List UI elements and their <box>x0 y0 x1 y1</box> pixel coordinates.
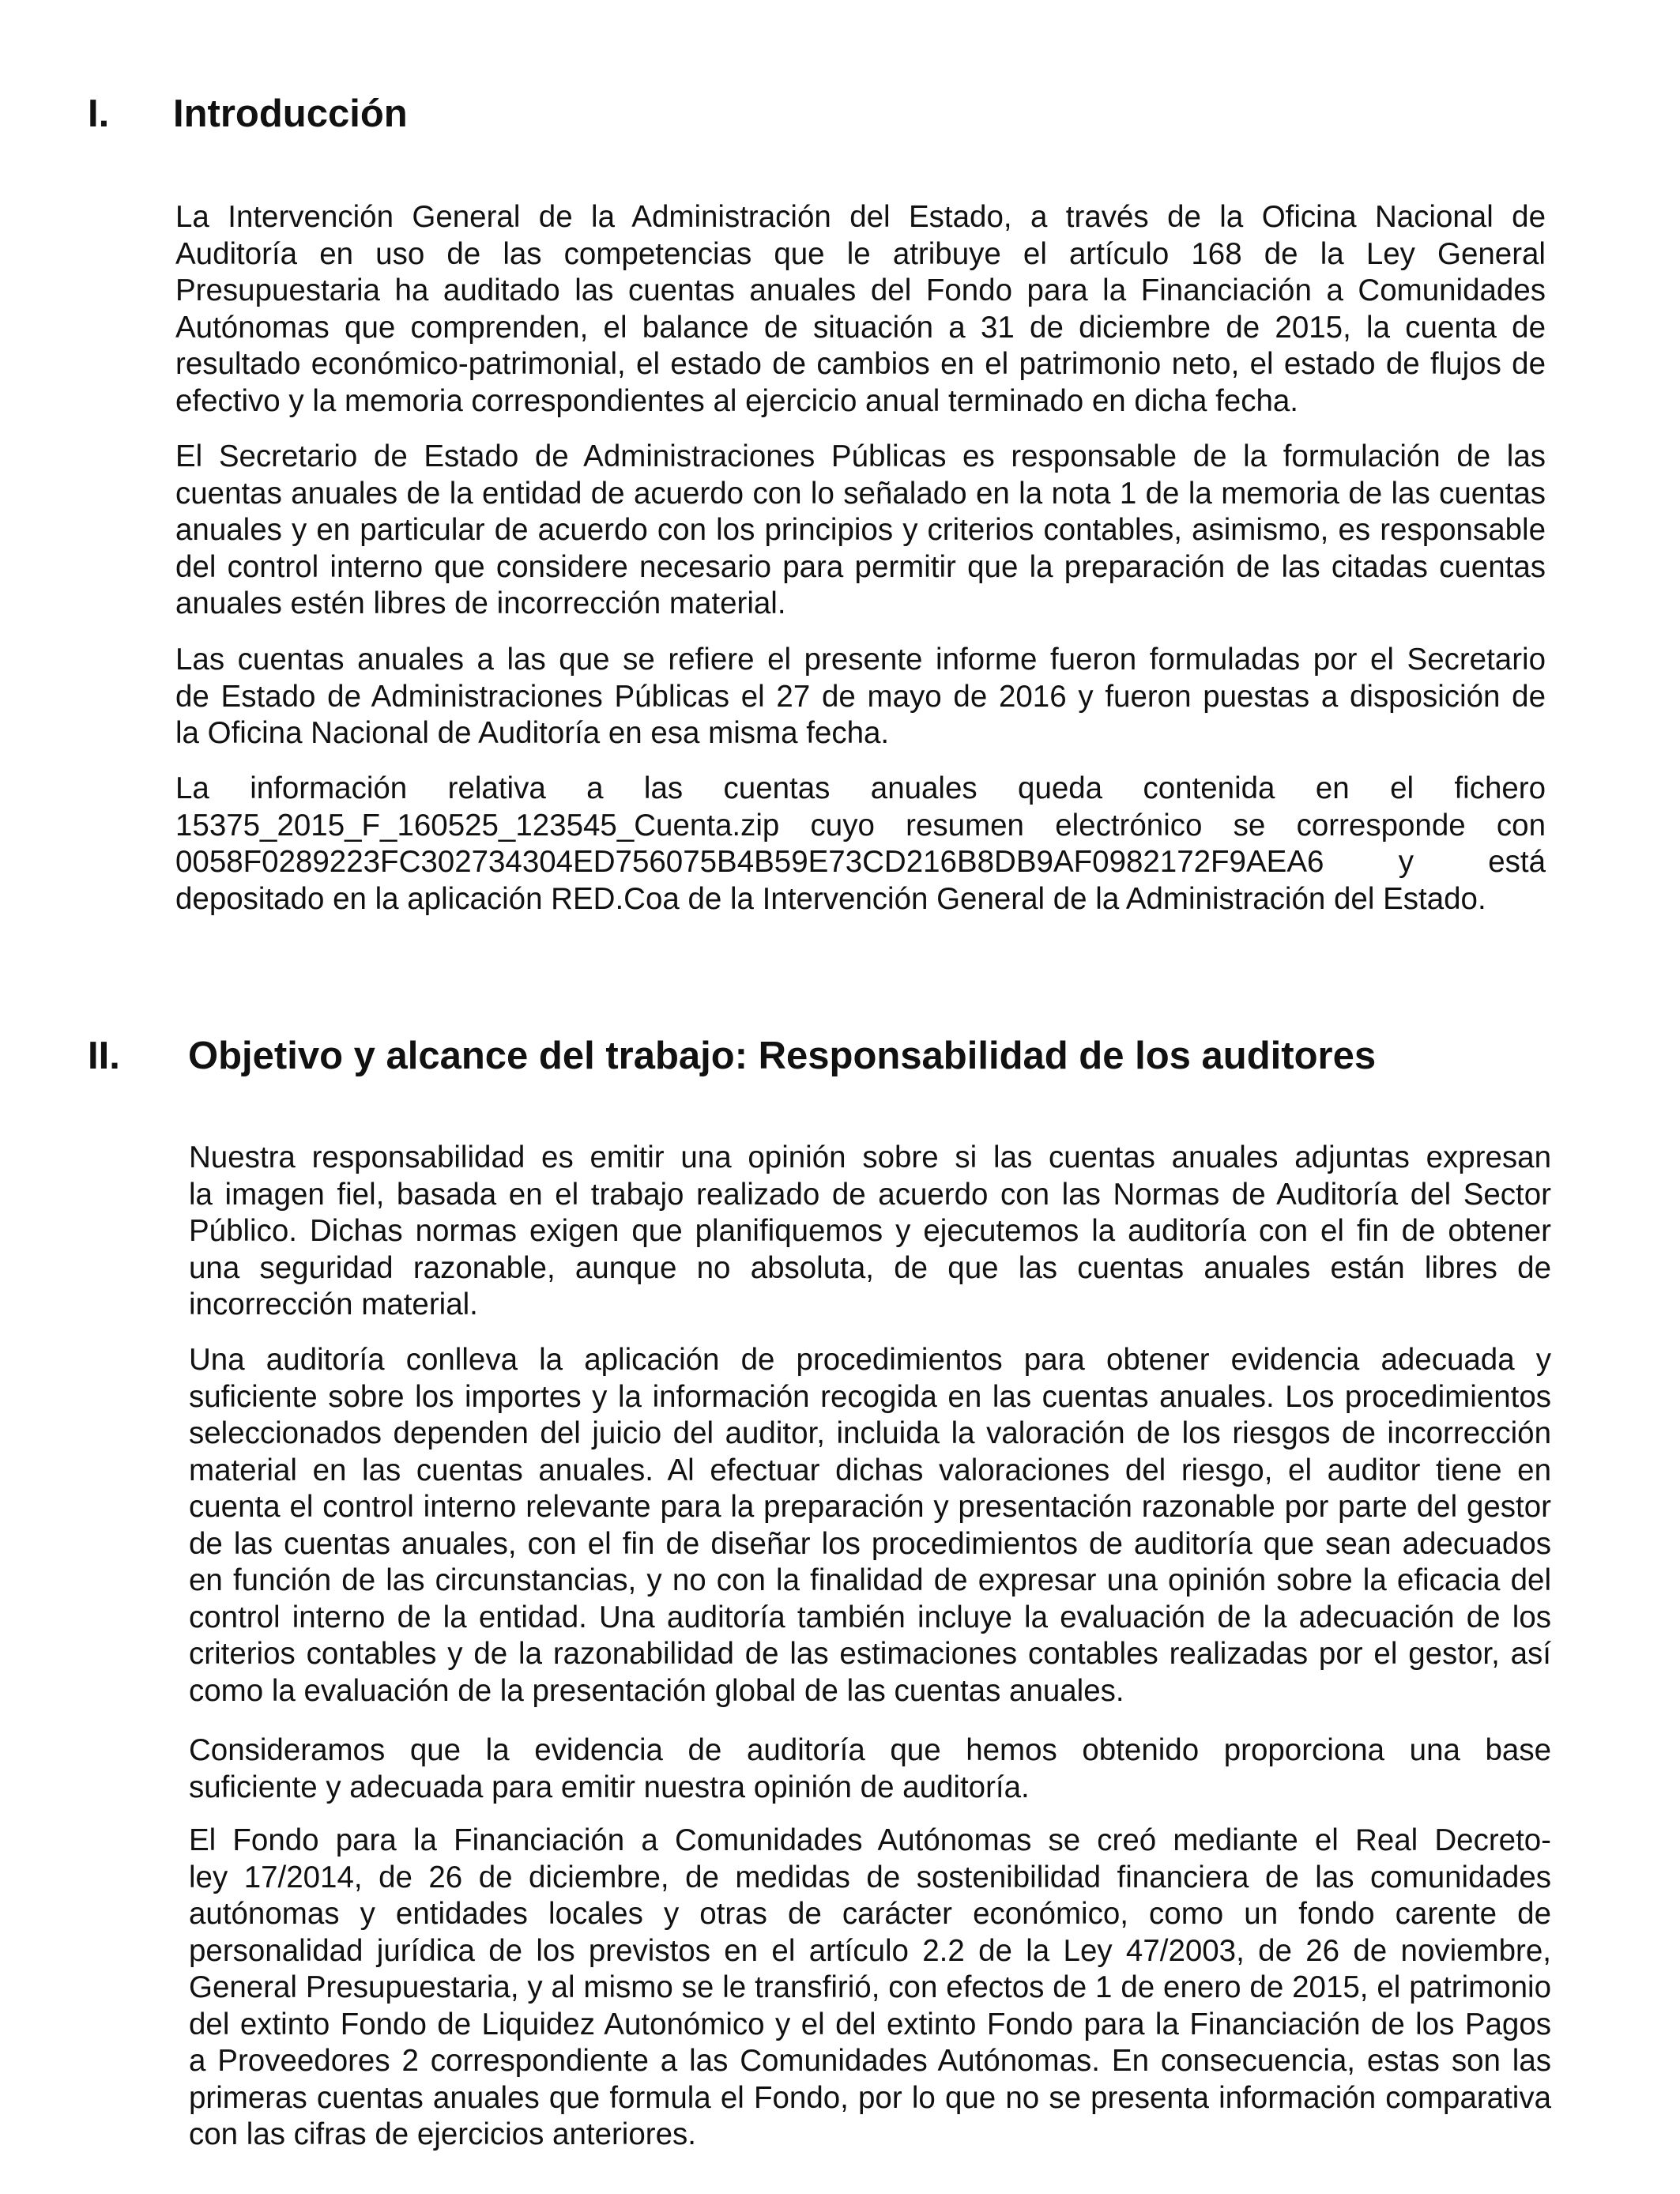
section-2-title: Objetivo y alcance del trabajo: Responsabilidad de los auditores <box>188 1035 1377 1077</box>
section-1-heading <box>88 90 641 138</box>
text-line: cuentas anuales de la entidad de acuerdo con lo señalado en la nota 1 de la memoria de las cuentas <box>175 476 1546 511</box>
section-2-number: II. <box>88 1035 120 1077</box>
section-1-paragraph-2 <box>111 439 1546 623</box>
text-line: autónomas y entidades locales y otras de carácter económico, como un fondo carente de <box>189 1897 1551 1931</box>
text-line: ley 17/2014, de 26 de diciembre, de medidas de sostenibilidad financiera de las comunidades <box>189 1860 1551 1894</box>
text-line: Consideramos que la evidencia de auditoría que hemos obtenido proporciona una base <box>189 1733 1551 1767</box>
text-line: con las cifras de ejercicios anteriores. <box>189 2117 696 2151</box>
text-line: la Oficina Nacional de Auditoría en esa misma fecha. <box>175 716 890 750</box>
text-line: material en las cuentas anuales. Al efectuar dichas valoraciones del riesgo, el auditor tiene en <box>189 1453 1551 1487</box>
text-line: incorrección material. <box>189 1287 478 1321</box>
text-line: criterios contables y de la razonabilidad de las estimaciones contables realizadas por el gestor, así <box>189 1637 1551 1671</box>
text-line: 0058F0289223FC302734304ED756075B4B59E73CD216B8DB9AF0982172F9AEA6 y está <box>175 845 1546 879</box>
section-2-paragraph-2 <box>125 1342 1551 1710</box>
text-line: El Secretario de Estado de Administraciones Públicas es responsable de la formulación de las <box>175 439 1546 473</box>
text-line: Las cuentas anuales a las que se refiere el presente informe fueron formuladas por el Secretario <box>175 643 1546 677</box>
section-2-paragraph-1 <box>125 1140 1551 1324</box>
section-1-title: Introducción <box>173 92 408 135</box>
text-line: Presupuestaria ha auditado las cuentas anuales del Fondo para la Financiación a Comunidades <box>175 273 1546 307</box>
text-line: resultado económico-patrimonial, el estado de cambios en el patrimonio neto, el estado de flujos de <box>175 347 1546 381</box>
text-line: la imagen fiel, basada en el trabajo realizado de acuerdo con las Normas de Auditoría del Sector <box>189 1177 1551 1212</box>
text-line: a Proveedores 2 correspondiente a las Comunidades Autónomas. En consecuencia, estas son las <box>189 2044 1551 2078</box>
section-1-paragraph-3 <box>111 642 1546 752</box>
text-line: suficiente y adecuada para emitir nuestra opinión de auditoría. <box>189 1770 1030 1804</box>
text-line: suficiente sobre los importes y la información recogida en las cuentas anuales. Los procedimientos <box>189 1379 1551 1414</box>
text-line: una seguridad razonable, aunque no absoluta, de que las cuentas anuales están libres de <box>189 1250 1551 1285</box>
text-line: Una auditoría conlleva la aplicación de procedimientos para obtener evidencia adecuada y <box>189 1343 1551 1377</box>
text-line: anuales y en particular de acuerdo con los principios y criterios contables, asimismo, es responsable <box>175 513 1546 547</box>
text-line: Autónomas que comprenden, el balance de situación a 31 de diciembre de 2015, la cuenta de <box>175 310 1546 345</box>
section-2-paragraph-3 <box>125 1732 1551 1806</box>
text-line: anuales estén libres de incorrección material. <box>175 586 786 620</box>
text-line: del control interno que considere necesario para permitir que la preparación de las citadas cuentas <box>175 549 1546 584</box>
text-line: Nuestra responsabilidad es emitir una opinión sobre si las cuentas anuales adjuntas expresan <box>189 1140 1551 1174</box>
text-line: General Presupuestaria, y al mismo se le transfirió, con efectos de 1 de enero de 2015, el patrimonio <box>189 1970 1551 2004</box>
text-line: en función de las circunstancias, y no con la finalidad de expresar una opinión sobre la eficacia del <box>189 1563 1551 1597</box>
text-line: primeras cuentas anuales que formula el Fondo, por lo que no se presenta información comparativa <box>189 2080 1551 2115</box>
text-line: de Estado de Administraciones Públicas el 27 de mayo de 2016 y fueron puestas a disposición de <box>175 679 1546 714</box>
text-line: efectivo y la memoria correspondientes al ejercicio anual terminado en dicha fecha. <box>175 383 1298 418</box>
text-line: depositado en la aplicación RED.Coa de la Intervención General de la Administración del Estado. <box>175 881 1486 916</box>
section-1-paragraph-4 <box>111 771 1546 918</box>
text-line: Público. Dichas normas exigen que planifiquemos y ejecutemos la auditoría con el fin de obtener <box>189 1214 1551 1248</box>
text-line: control interno de la entidad. Una auditoría también incluye la evaluación de la adecuación de los <box>189 1600 1551 1634</box>
text-line: como la evaluación de la presentación global de las cuentas anuales. <box>189 1673 1124 1708</box>
section-2-heading <box>88 1032 1589 1080</box>
section-1-number: I. <box>88 92 110 135</box>
text-line: La Intervención General de la Administración del Estado, a través de la Oficina Nacional de <box>175 200 1546 234</box>
text-line: El Fondo para la Financiación a Comunidades Autónomas se creó mediante el Real Decreto- <box>189 1823 1551 1857</box>
text-line: La información relativa a las cuentas anuales queda contenida en el fichero <box>175 771 1546 805</box>
section-2-paragraph-4 <box>125 1823 1551 2154</box>
text-line: seleccionados dependen del juicio del auditor, incluida la valoración de los riesgos de incorrección <box>189 1416 1551 1450</box>
text-line: del extinto Fondo de Liquidez Autonómico y el del extinto Fondo para la Financiación de los Pagos <box>189 2007 1551 2041</box>
text-line: cuenta el control interno relevante para la preparación y presentación razonable por parte del gestor <box>189 1490 1551 1524</box>
text-line: 15375_2015_F_160525_123545_Cuenta.zip cuyo resumen electrónico se corresponde con <box>175 808 1546 843</box>
text-line: Auditoría en uso de las competencias que le atribuye el artículo 168 de la Ley General <box>175 236 1546 271</box>
text-line: de las cuentas anuales, con el fin de diseñar los procedimientos de auditoría que sean adecuados <box>189 1526 1551 1561</box>
text-line: personalidad jurídica de los previstos en el artículo 2.2 de la Ley 47/2003, de 26 de noviembre, <box>189 1933 1551 1968</box>
section-1-paragraph-1 <box>111 199 1546 420</box>
